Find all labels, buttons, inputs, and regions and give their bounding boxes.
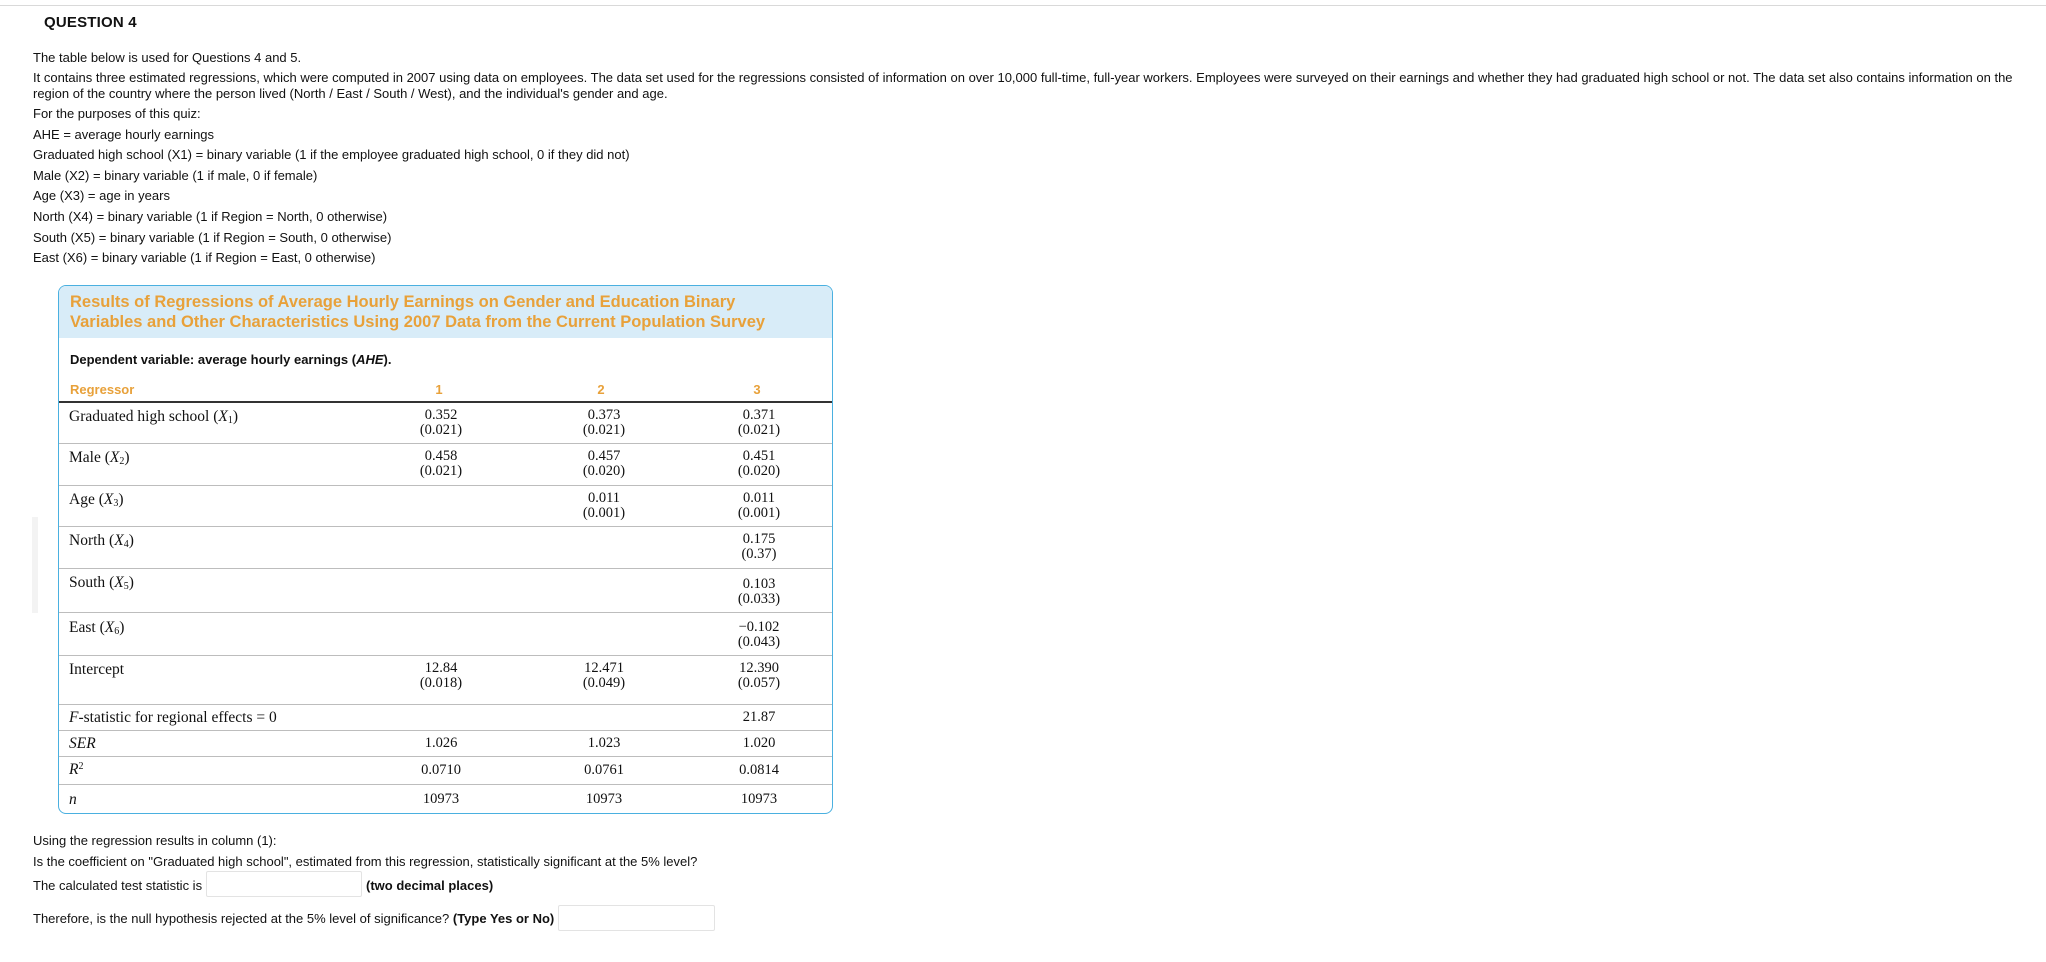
column-header-3: 3 [753,382,761,397]
definition-x3: Age (X3) = age in years [33,188,170,204]
cell-stat: 10973 [422,791,460,807]
definition-x6: East (X6) = binary variable (1 if Region = East, 0 otherwise) [33,250,376,266]
reject-answer-input[interactable] [558,905,715,931]
definition-x2: Male (X2) = binary variable (1 if male, 0 if female) [33,167,318,183]
stat-hint: (two decimal places) [366,878,494,893]
cell-coef: 0.103 (0.033) [737,576,781,607]
cell-stat: 10973 [585,791,623,807]
row-label: Male $(X_2)$ [69,449,130,467]
cell-coef: 0.458 (0.021) [419,448,463,479]
row-label: SER [69,735,96,752]
purposes-lead: For the purposes of this quiz: [33,106,201,121]
stat-label: The calculated test statistic is [33,878,203,893]
row-label: F-statistic for regional effects = 0 [69,709,277,726]
table-row [59,613,832,656]
table-row-r2 [59,757,832,785]
cell-coef: 0.011 (0.001) [737,490,781,521]
definition-x1: Graduated high school (X1) = binary variable (1 if the employee graduated high school, 0 if they did not) [33,147,630,163]
table-row [59,444,832,486]
table-header [59,286,832,338]
cell-coef: 0.352 (0.021) [419,407,463,438]
row-label: Graduated high school $(X_1)$ [69,408,239,426]
cell-coef: 12.84 (0.018) [419,660,463,691]
top-divider [0,5,2046,6]
cell-stat: 0.0761 [584,762,624,778]
regression-table [58,285,833,814]
definition-x4: North (X4) = binary variable (1 if Region = North, 0 otherwise) [33,208,388,224]
cell-stat: 1.020 [742,735,776,751]
column-header-1: 1 [435,382,443,397]
dependent-var: AHE [356,352,384,367]
table-title-line2: Variables and Other Characteristics Using 2007 Data from the Current Population Survey [70,313,766,331]
definition-x5: South (X5) = binary variable (1 if Region = South, 0 otherwise) [33,229,392,245]
dependent-suffix: ). [383,352,392,367]
cell-stat: 10973 [740,791,778,807]
row-label: Intercept [69,661,125,678]
reject-question: Therefore, is the null hypothesis rejected at the 5% level of significance? (Type Yes or No) [33,911,555,926]
dependent-variable [70,352,392,367]
table-row-ser [59,731,832,757]
row-label: North $(X_4)$ [69,532,134,550]
table-row-n [59,785,832,813]
intro-paragraph: It contains three estimated regressions, which were computed in 2007 using data on employees. The data set used for the regressions consisted of information on over 10,000 full-time, full-year workers. Employees were surveyed on their earnings and whether they had graduated high school or not. The data set also contains information on the region of the country where the person lived (North / East / South / West), and the individual's gender and age. [33,70,2013,101]
cell-coef: 0.451 (0.020) [737,448,781,479]
cell-coef: 0.373 (0.021) [582,407,626,438]
cell-coef: 0.175 (0.37) [741,531,777,562]
dependent-prefix: Dependent variable: average hourly earnings ( [70,352,357,367]
cell-coef: 0.371 (0.021) [737,407,781,438]
table-row [59,569,832,613]
definition-ahe: AHE = average hourly earnings [33,126,215,142]
cell-coef: 12.390 (0.057) [737,660,781,691]
row-label: East $(X_6)$ [69,619,125,637]
column-header-regressor: Regressor [70,382,135,397]
table-row [59,656,832,705]
table-row [59,486,832,527]
table-row [59,527,832,569]
cell-stat: 1.026 [424,735,458,751]
intro-line: The table below is used for Questions 4 and 5. [33,50,302,65]
cell-stat: 0.0814 [739,762,779,778]
cell-stat: 21.87 [742,709,776,725]
row-label: Age $(X_3)$ [69,491,124,509]
prompt-question: Is the coefficient on "Graduated high school", estimated from this regression, statistically significant at the 5% level? [33,854,698,869]
cell-coef: 0.011 (0.001) [582,490,626,521]
cell-coef: 0.457 (0.020) [582,448,626,479]
table-row [59,403,832,444]
reject-hint: (Type Yes or No) [452,911,555,926]
row-label: South $(X_5)$ [69,574,134,592]
cell-stat: 0.0710 [421,762,461,778]
cell-coef: 12.471 (0.049) [582,660,626,691]
cell-coef: −0.102 (0.043) [737,619,781,650]
prompt-using: Using the regression results in column (1): [33,833,277,848]
row-label: n [69,791,77,808]
cell-stat: 1.023 [587,735,621,751]
question-intro [33,50,2023,271]
scroll-marker [32,517,38,613]
test-statistic-input[interactable] [206,871,362,897]
table-title-line1: Results of Regressions of Average Hourly Earnings on Gender and Education Binary [70,293,736,311]
column-header-2: 2 [597,382,605,397]
question-title: QUESTION 4 [44,14,137,31]
table-row-fstat [59,705,832,731]
row-label: $R^2$ [69,761,84,778]
